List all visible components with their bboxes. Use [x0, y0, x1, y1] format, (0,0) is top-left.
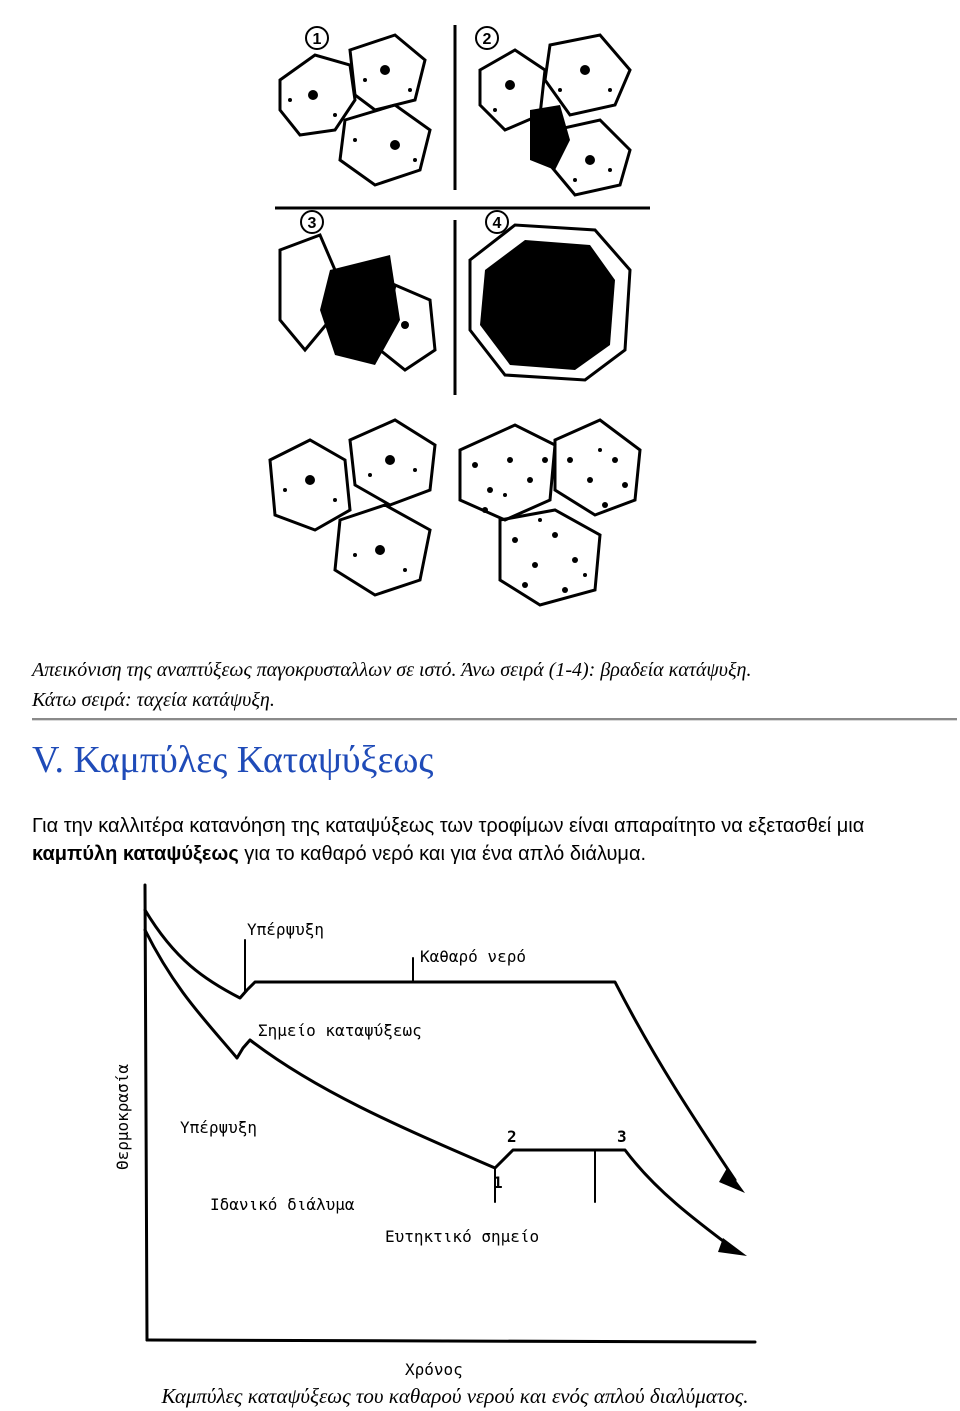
panel-number-3 [301, 211, 323, 233]
label-eutectic-point: Ευτηκτικό σημείο [385, 1227, 540, 1246]
svg-text:2: 2 [482, 31, 492, 48]
svg-text:3: 3 [307, 215, 317, 232]
panel-number-2 [476, 27, 498, 49]
label-freezing-point: Σημείο καταψύξεως [258, 1021, 422, 1040]
paragraph-text-1: Για την καλλιτέρα κατανόηση της καταψύξεως των τροφίμων είναι απαραίτητο να εξετασθεί μια [32, 815, 865, 837]
horizontal-divider [32, 718, 957, 721]
body-paragraph [32, 812, 947, 868]
y-axis [145, 885, 147, 1340]
figure-caption-curves: Καμπύλες καταψύξεως του καθαρού νερού και ενός απλού διαλύματος. [161, 1384, 749, 1408]
arrowhead-solution [718, 1238, 747, 1256]
svg-text:1: 1 [312, 31, 322, 48]
panel-number-4 [486, 211, 508, 233]
svg-text:4: 4 [492, 215, 502, 232]
label-pure-water: Καθαρό νερό [420, 947, 526, 966]
section-heading: V. Καμπύλες Καταψύξεως [32, 739, 434, 781]
ice-crystal-cells-illustration [255, 20, 655, 620]
figure-caption-cells [32, 655, 932, 715]
arrowhead-water [719, 1168, 745, 1193]
x-axis-label: Χρόνος [405, 1360, 463, 1379]
panel-number-1 [306, 27, 328, 49]
label-supercooling-bottom: Υπέρψυξη [180, 1118, 258, 1137]
point-3-label: 3 [617, 1127, 627, 1146]
paragraph-text-2: για το καθαρό νερό και για ένα απλό διάλυμα. [238, 843, 647, 865]
caption-line-1: Απεικόνιση της αναπτύξεως παγοκρυσταλλων σε ιστό. Άνω σειρά (1-4): βραδεία κατάψυξη. [32, 659, 752, 681]
caption-line-2: Κάτω σειρά: ταχεία κατάψυξη. [32, 689, 275, 711]
label-ideal-solution: Ιδανικό διάλυμα [210, 1195, 355, 1214]
x-axis [147, 1340, 755, 1342]
y-axis-label: Θερμοκρασία [113, 1064, 132, 1170]
point-2-label: 2 [507, 1127, 517, 1146]
point-1-label: 1 [493, 1173, 503, 1192]
paragraph-bold-term: καμπύλη καταψύξεως [32, 843, 239, 865]
label-supercooling-top: Υπέρψυξη [247, 920, 325, 939]
freezing-curve-diagram [95, 880, 815, 1390]
